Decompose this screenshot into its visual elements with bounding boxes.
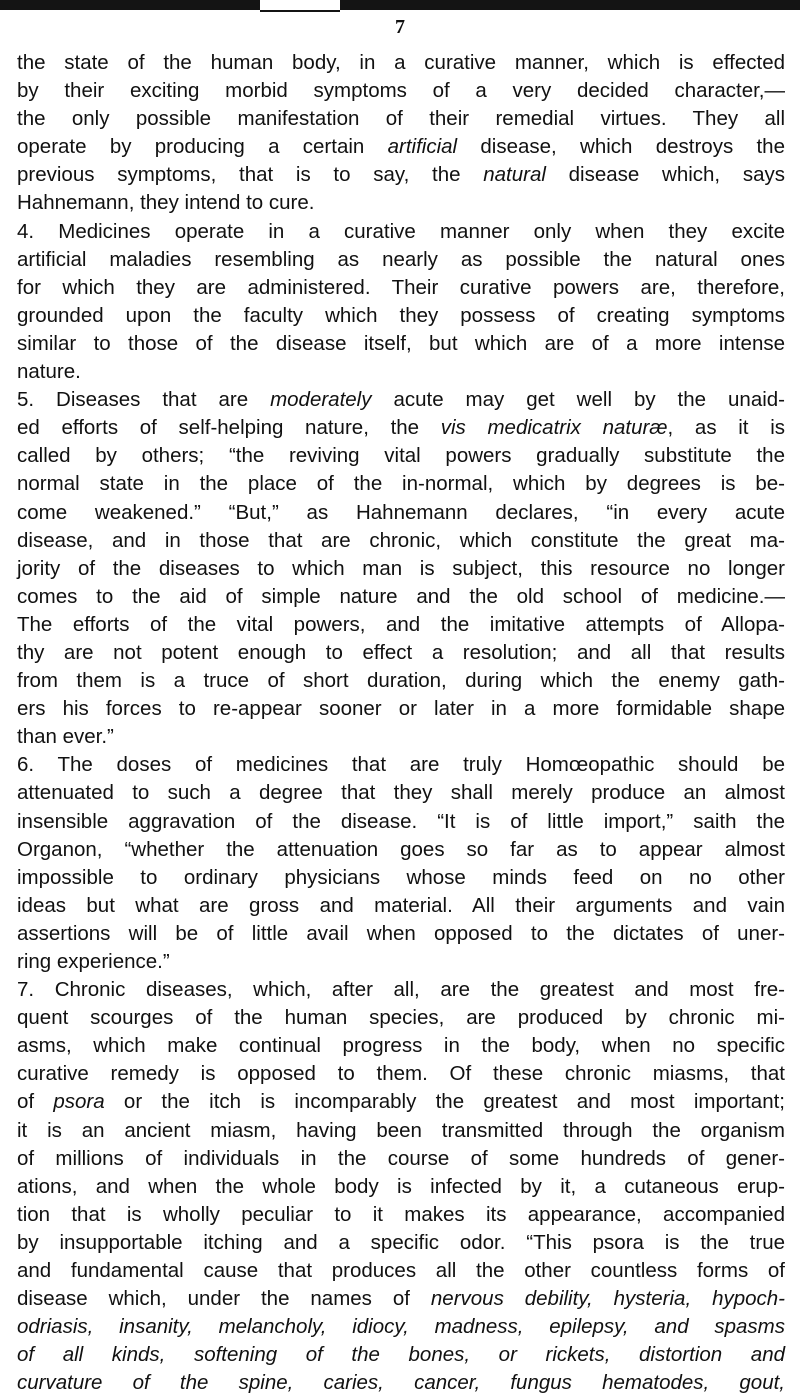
text-run: , as it is [667, 416, 785, 440]
text-run: disease, which destroys the [457, 135, 785, 159]
text-run: come weakened.” “But,” as Hahnemann declares, “in every acute [17, 500, 785, 524]
text-run: previous symptoms, that is to say, the [17, 163, 484, 187]
text-run: disease which, says [545, 163, 785, 187]
italic-run: moderately [270, 388, 372, 412]
text-run: grounded upon the faculty which they possess of creating symptoms [17, 303, 785, 327]
text-line [17, 920, 785, 948]
text-line [17, 1004, 785, 1032]
text-run: the only possible manifestation of their remedial virtues. They all [17, 107, 785, 131]
text-run: 4. Medicines operate in a curative manner only when they excite [17, 219, 785, 243]
text-line [17, 976, 785, 1004]
text-run: and fundamental cause that produces all the other countless forms of [17, 1259, 785, 1283]
text-line [17, 1229, 785, 1257]
text-run: impossible to ordinary physicians whose minds feed on no other [17, 865, 785, 889]
text-line [17, 779, 785, 807]
text-line [17, 948, 785, 976]
italic-run: psora [53, 1090, 105, 1114]
italic-run: of all kinds, softening of the bones, or rickets, distortion and [17, 1343, 785, 1367]
text-run: 5. Diseases that are [17, 388, 271, 412]
text-run: operate by producing a certain [17, 135, 388, 159]
italic-run: artificial [387, 135, 458, 159]
text-run: Organon, “whether the attenuation goes so far as to appear almost [17, 837, 785, 861]
text-line [17, 442, 785, 470]
italic-run: vis medicatrix naturæ [440, 416, 668, 440]
text-run: normal state in the place of the in-normal, which by degrees is be- [17, 472, 785, 496]
text-line [17, 49, 785, 77]
text-run: The efforts of the vital powers, and the imitative attempts of Allopa- [17, 612, 785, 636]
text-line [17, 1060, 785, 1088]
text-line [17, 723, 785, 751]
text-run: comes to the aid of simple nature and the old school of medicine.— [17, 584, 785, 608]
text-line [17, 667, 785, 695]
text-run: the state of the human body, in a curative manner, which is effected [17, 51, 785, 74]
text-run: it is an ancient miasm, having been transmitted through the organism [17, 1118, 785, 1142]
text-line [17, 836, 785, 864]
text-line [17, 470, 785, 498]
body-text [17, 49, 785, 1398]
italic-run: odriasis, insanity, melancholy, idiocy, madness, epilepsy, and spasms [17, 1315, 785, 1339]
text-run: thy are not potent enough to effect a resolution; and all that results [17, 640, 785, 664]
text-run: of millions of individuals in the course of some hundreds of gener- [17, 1146, 785, 1170]
text-line [17, 1088, 785, 1116]
text-run: artificial maladies resembling as nearly as possible the natural ones [17, 247, 785, 271]
text-run: asms, which make continual progress in the body, when no specific [17, 1034, 785, 1058]
text-line [17, 189, 785, 217]
text-line [17, 695, 785, 723]
text-run: curative remedy is opposed to them. Of these chronic miasms, that [17, 1062, 785, 1086]
text-line [17, 246, 785, 274]
text-line [17, 1117, 785, 1145]
text-line [17, 864, 785, 892]
text-line [17, 414, 785, 442]
text-run: than ever.” [17, 725, 114, 749]
text-line [17, 1145, 785, 1173]
text-line [17, 1032, 785, 1060]
scan-top-edge [0, 0, 800, 10]
italic-run: natural [483, 163, 546, 187]
text-run: disease, and in those that are chronic, which constitute the great ma- [17, 528, 785, 552]
text-run: for which they are administered. Their curative powers are, therefore, [17, 275, 785, 299]
text-run: of [17, 1090, 54, 1114]
text-line [17, 1341, 785, 1369]
text-run: by their exciting morbid symptoms of a very decided character,— [17, 79, 785, 103]
text-line [17, 639, 785, 667]
text-line [17, 1369, 785, 1397]
text-line [17, 611, 785, 639]
text-run: jority of the diseases to which man is subject, this resource no longer [17, 556, 785, 580]
text-line [17, 161, 785, 189]
text-run: 6. The doses of medicines that are truly Homœopathic should be [17, 753, 785, 777]
text-line [17, 1285, 785, 1313]
text-run: ers his forces to re-appear sooner or later in a more formidable shape [17, 697, 785, 721]
text-line [17, 1313, 785, 1341]
text-line [17, 808, 785, 836]
text-line [17, 105, 785, 133]
italic-run: curvature of the spine, caries, cancer, fungus hematodes, gout, [17, 1371, 785, 1395]
text-line [17, 77, 785, 105]
text-run: Hahnemann, they intend to cure. [17, 191, 315, 215]
text-run: attenuated to such a degree that they shall merely produce an almost [17, 781, 785, 805]
text-run: or the itch is incomparably the greatest and most important; [104, 1090, 786, 1114]
text-line [17, 218, 785, 246]
text-line [17, 358, 785, 386]
text-run: called by others; “the reviving vital powers gradually substitute the [17, 444, 785, 468]
text-run: disease which, under the names of [17, 1287, 431, 1311]
text-line [17, 583, 785, 611]
text-run: assertions will be of little avail when opposed to the dictates of uner- [17, 921, 785, 945]
text-run: quent scourges of the human species, are produced by chronic mi- [17, 1006, 785, 1030]
text-line [17, 555, 785, 583]
text-run: ring experience.” [17, 950, 170, 973]
text-line [17, 751, 785, 779]
text-run: similar to those of the disease itself, but which are of a more intense [17, 331, 785, 355]
text-run: from them is a truce of short duration, during which the enemy gath- [17, 669, 785, 693]
text-run: tion that is wholly peculiar to it makes its appearance, accompanied [17, 1202, 785, 1226]
text-line [17, 133, 785, 161]
text-run: 7. Chronic diseases, which, after all, are the greatest and most fre- [17, 978, 785, 1002]
text-line [17, 1257, 785, 1285]
text-line [17, 330, 785, 358]
text-line [17, 892, 785, 920]
italic-run: nervous debility, hysteria, hypoch- [430, 1287, 785, 1311]
text-run: nature. [17, 360, 81, 384]
text-run: ed efforts of self-helping nature, the [17, 416, 441, 440]
scan-top-edge-gap [260, 0, 340, 12]
text-line [17, 1173, 785, 1201]
text-line [17, 527, 785, 555]
text-line [17, 499, 785, 527]
text-run: acute may get well by the unaid- [371, 388, 785, 412]
text-line [17, 1201, 785, 1229]
text-line [17, 274, 785, 302]
text-run: by insupportable itching and a specific odor. “This psora is the true [17, 1230, 785, 1254]
text-run: insensible aggravation of the disease. “It is of little import,” saith the [17, 809, 785, 833]
page-number: 7 [395, 16, 405, 38]
text-line [17, 302, 785, 330]
text-run: ations, and when the whole body is infected by it, a cutaneous erup- [17, 1174, 785, 1198]
text-run: ideas but what are gross and material. All their arguments and vain [17, 893, 785, 917]
text-line [17, 386, 785, 414]
